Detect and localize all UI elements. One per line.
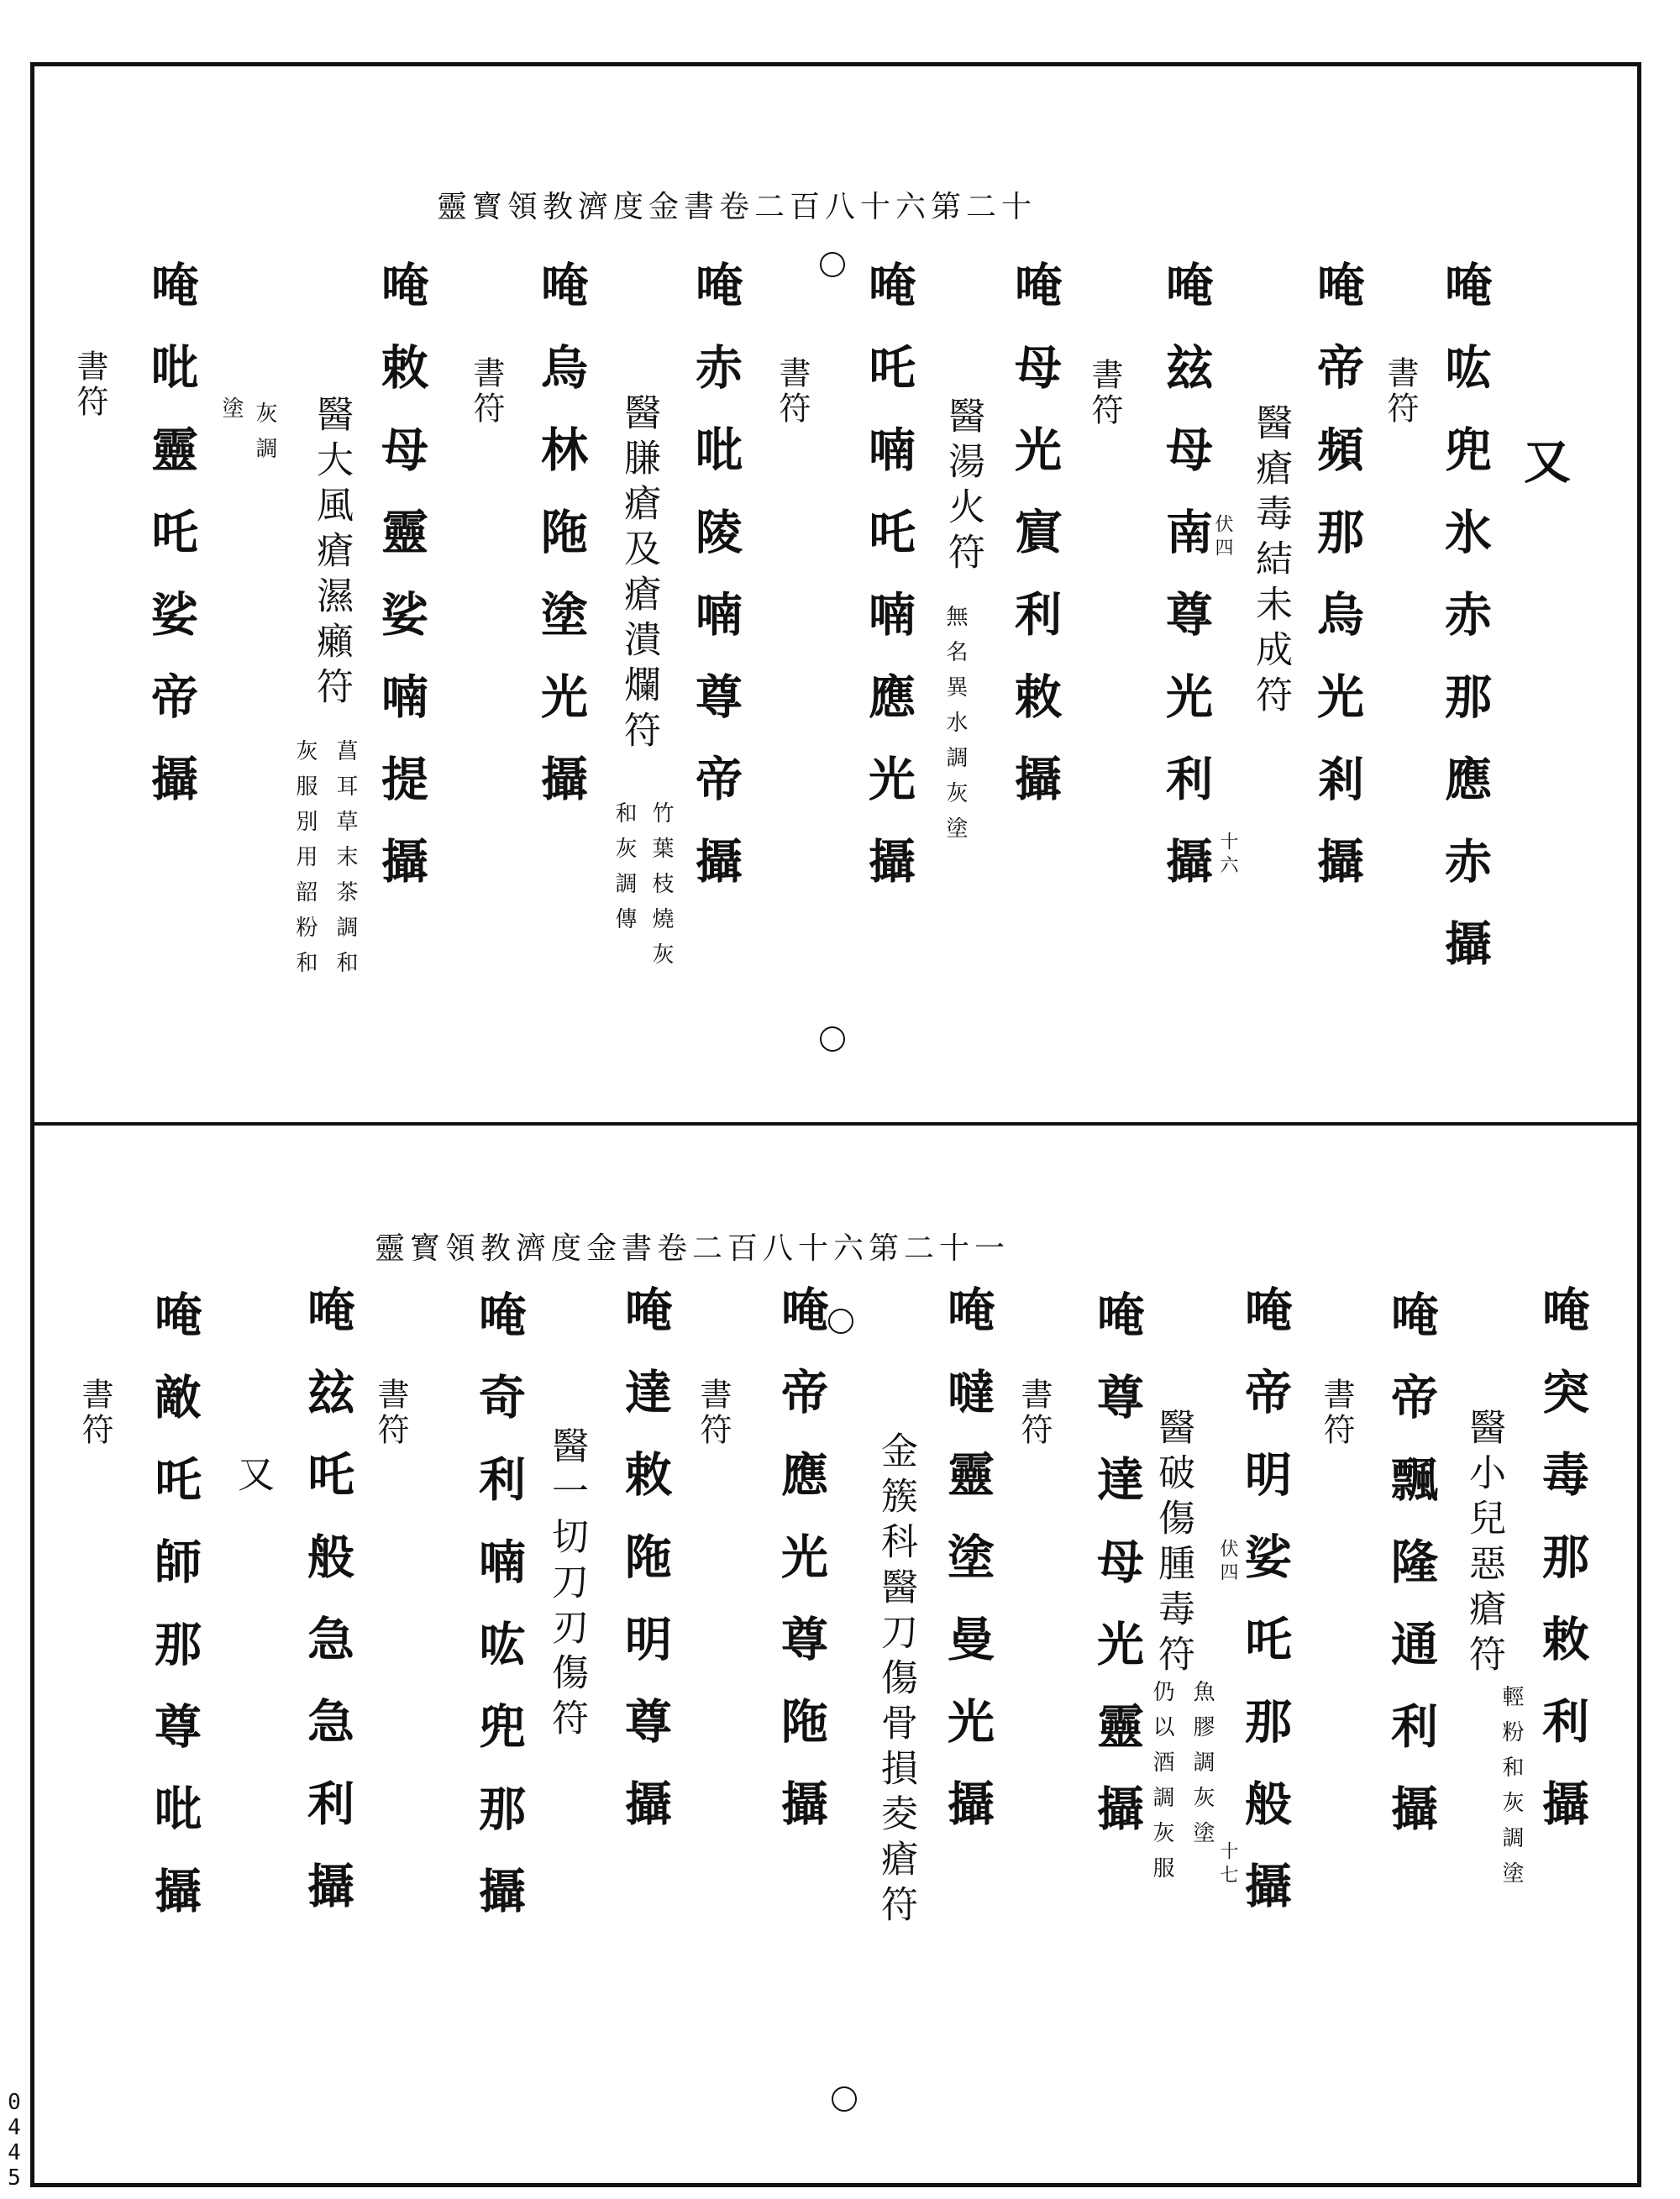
bottom-col-3: 輕粉和灰調塗 [1499, 1685, 1524, 1897]
bottom-col-25: 書符 [76, 1378, 113, 1448]
bottom-col-12: 唵尊達母光靈攝 [1089, 1290, 1145, 1866]
top-col-6: 伏四 [1212, 514, 1233, 561]
top-col-3: 書符 [1382, 356, 1419, 427]
top-col-25: 灰調 [252, 401, 277, 472]
binding-hole-top-2 [820, 1026, 845, 1052]
top-col-15: 唵赤吡陵喃尊帝攝 [688, 260, 743, 919]
top-col-8: 唵玆母南尊光利攝 [1158, 260, 1214, 919]
bottom-col-17: 書符 [695, 1378, 732, 1448]
top-col-9: 書符 [1086, 358, 1123, 428]
bottom-col-22: 唵玆吒般急急利攝 [300, 1285, 355, 1944]
bottom-col-20: 唵奇利喃吰兜那攝 [471, 1290, 527, 1949]
top-col-5: 醫瘡毒結未成符 [1249, 403, 1292, 721]
bottom-col-2: 醫小兒惡瘡符 [1462, 1408, 1505, 1680]
bottom-col-7: 伏四 [1217, 1539, 1238, 1586]
top-col-20: 書符 [468, 356, 505, 427]
bottom-col-24: 唵敵吒師那尊吡攝 [147, 1290, 202, 1949]
bottom-col-4: 唵帝飄隆通利攝 [1383, 1290, 1439, 1866]
bottom-col-13: 書符 [1016, 1378, 1053, 1448]
top-col-26: 塗 [218, 396, 244, 432]
bottom-col-23: 又 [231, 1455, 274, 1500]
top-col-4: 唵帝頻那烏光剎攝 [1310, 260, 1365, 919]
top-col-13: 唵吒喃吒喃應光攝 [861, 260, 916, 919]
bottom-col-8: 十七 [1217, 1841, 1238, 1888]
top-header: 靈寳領教濟度金書卷二百八十六第二十 [437, 190, 1037, 224]
page-number: 0445 [2, 2090, 27, 2191]
bottom-header: 靈寳領教濟度金書卷二百八十六第二十一 [375, 1231, 1011, 1266]
bottom-col-14: 唵噠靈塗曼光攝 [940, 1285, 995, 1861]
top-col-12: 無名異水調灰塗 [942, 605, 968, 852]
bottom-col-9: 醫破傷腫毒符 [1152, 1408, 1194, 1680]
top-col-21: 唵敕母靈娑喃提攝 [374, 260, 429, 919]
binding-hole-top-1 [820, 252, 845, 277]
top-col-23: 菖耳草末茶調和 [333, 739, 358, 986]
top-col-22: 醫大風瘡濕癩符 [310, 395, 353, 712]
top-col-2: 唵吰兜氷赤那應赤攝 [1437, 260, 1493, 1001]
bottom-col-19: 醫一切刀刃傷符 [545, 1426, 588, 1744]
page-divider [30, 1122, 1641, 1126]
bottom-col-15: 金簇科醫刀傷骨損夌瘡符 [874, 1431, 917, 1930]
top-col-24: 灰服別用韶粉和 [292, 739, 318, 986]
top-col-19: 唵烏林陁塗光攝 [533, 260, 589, 837]
top-col-14: 書符 [774, 356, 811, 427]
top-col-17: 竹葉枝燒灰 [648, 801, 674, 978]
top-col-10: 唵母光賔利敕攝 [1007, 260, 1063, 837]
binding-hole-bottom-1 [828, 1309, 853, 1334]
bottom-col-10: 魚膠調灰塗 [1189, 1680, 1215, 1856]
top-col-16: 醫膁瘡及瘡潰爛符 [617, 393, 660, 756]
top-col-7: 十六 [1217, 832, 1238, 879]
top-col-27: 唵吡靈吒娑帝攝 [144, 260, 199, 837]
bottom-col-11: 仍以酒調灰服 [1149, 1680, 1174, 1892]
binding-hole-bottom-2 [832, 2086, 857, 2112]
top-col-11: 醫湯火符 [942, 396, 984, 578]
bottom-col-6: 唵帝明娑吒那般攝 [1237, 1285, 1293, 1944]
top-col-28: 書符 [71, 349, 108, 420]
top-col-18: 和灰調傳 [612, 801, 637, 942]
bottom-col-16: 唵帝應光尊陁攝 [774, 1285, 829, 1861]
bottom-col-5: 書符 [1318, 1378, 1355, 1448]
bottom-col-18: 唵達敕陁明尊攝 [617, 1285, 673, 1861]
top-col-1: 又 [1516, 437, 1572, 519]
bottom-col-21: 書符 [372, 1378, 409, 1448]
bottom-col-1: 唵突毒那敕利攝 [1535, 1285, 1590, 1861]
